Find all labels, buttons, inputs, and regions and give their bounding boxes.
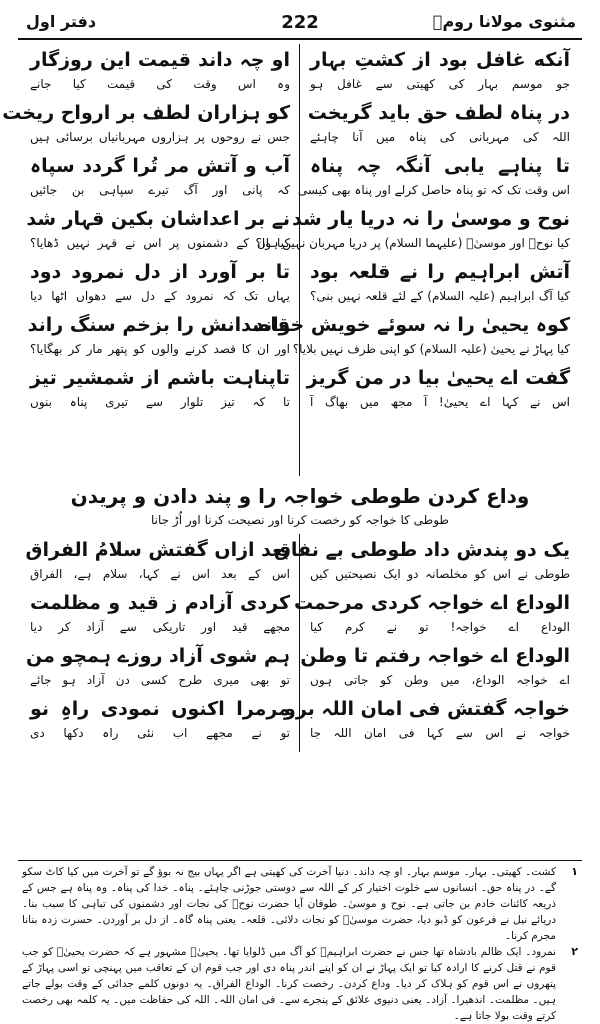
persian-verse: الوداع اے خواجہ کردی مرحمت [293, 592, 570, 614]
page-number: 222 [281, 12, 319, 33]
couplet [20, 589, 580, 642]
second-hemistich [20, 258, 300, 311]
first-hemistich [300, 258, 580, 311]
volume-title: دفتر اول [26, 12, 97, 31]
urdu-translation: اس وقت تک کہ تو پناہ حاصل کرلے اور پناہ بھی کیسی [297, 183, 570, 197]
urdu-translation: جو موسم بہار کی کھیتی سے غافل ہو [310, 77, 570, 91]
couplet [20, 311, 580, 364]
persian-verse: یک دو پندش داد طوطی بے نفاق [273, 539, 570, 561]
persian-verse: تا پناہے یابی آنگہ چہ پناہ [310, 155, 570, 177]
couplet [20, 536, 580, 589]
first-hemistich [300, 364, 580, 417]
first-hemistich [300, 99, 580, 152]
second-hemistich [20, 589, 300, 642]
urdu-translation: جس نے روحوں پر ہزاروں مہربانیاں برسائی ہیں [30, 130, 290, 144]
urdu-translation: تو نے مجھے اب نئی راہ دکھا دی [30, 726, 290, 740]
persian-verse: تا بر آورد از دل نمرود دود [30, 261, 290, 283]
couplet [20, 695, 580, 748]
footnote-text: کشت۔ کھیتی۔ بہار۔ موسم بہار۔ او چہ داند۔ دنیا آخرت کی کھیتی ہے اگر یہاں بیج نہ بوؤ گے تو آخرت میں کیا کاٹ سکو گے۔ در پناہ حق۔ انسانوں سے خلوت اختیار کر کے اللہ سے دوستی جوڑنی چاہئے۔ پناہ۔ خدا کی پناہ۔ وہ پناہ ہے جس کے ذریعہ کائنات خادم بن جاتی ہے۔ نوح و موسیٰ۔ طوفان آیا حضرت نوحؑ کی نجات اور دشمنوں کی تباہی کا سبب بنا۔ دریائے نیل نے فرعون کو ڈبو دیا، حضرت موسیٰؑ کو نجات دلائی۔ قلعہ۔ یعنی پناہ گاہ۔ از دل بر آوردن۔ حسرت زدہ بنانا مجرم کرنا۔ [22, 866, 556, 942]
second-hemistich [20, 642, 300, 695]
persian-verse: گفت اے یحییٰ بیا در من گریز [306, 367, 570, 389]
couplet [2, 99, 580, 152]
urdu-translation: تا کہ تیز تلوار سے تیری پناہ بنوں [30, 395, 290, 409]
persian-verse: در پناہ لطف حق باید گریخت [307, 102, 570, 124]
second-hemistich [20, 536, 300, 589]
persian-verse: خواجہ گفتش فی امان اللہ برو [284, 698, 570, 720]
footnote-rule [18, 860, 582, 861]
first-hemistich [255, 205, 580, 258]
second-hemistich [2, 99, 300, 152]
urdu-translation: کیا پہاڑ نے یحییٰ (علیہ السلام) کو اپنی طرف نہیں بلایا؟ [292, 342, 570, 356]
urdu-translation: اس کے بعد اس نے کہا، سلام ہے، الفراق [30, 567, 290, 581]
first-hemistich [297, 152, 580, 205]
persian-verse: نوح و موسیٰ را نہ دریا یار شد [292, 208, 570, 230]
second-hemistich [20, 695, 300, 748]
first-hemistich [284, 695, 580, 748]
persian-verse: نے بر اعداشان بکین قہار شد [26, 208, 290, 230]
urdu-translation: اس نے کہا اے یحییٰ! آ مجھ میں بھاگ آ [310, 395, 570, 409]
urdu-translation: کیا آگ ابراہیم (علیہ السلام) کے لئے قلعہ نہیں بنی؟ [310, 289, 570, 303]
urdu-translation: خواجہ نے اس سے کہا فی امان اللہ جا [310, 726, 570, 740]
persian-verse: کردی آزادم ز قید و مظلمت [30, 592, 290, 614]
persian-verse: بعد ازاں گفتش سلامُ الفراق [25, 539, 290, 561]
first-hemistich [300, 46, 580, 99]
urdu-translation: طوطی نے اس کو مخلصانہ دو ایک نصیحتیں کیں [310, 567, 570, 581]
first-hemistich [293, 589, 580, 642]
persian-verse: الوداع اے خواجہ رفتم تا وطن [300, 645, 570, 667]
urdu-translation: یہاں تک کہ نمرود کے دل سے دھواں اٹھا دیا [30, 289, 290, 303]
urdu-translation: الوداع اے خواجہ! تو نے کرم کیا [310, 620, 570, 634]
section-subtitle: طوطی کا خواجہ کو رخصت کرنا اور نصیحت کرنا اور اُڑ جانا [151, 513, 449, 527]
footnote-number: ۲ [571, 945, 578, 958]
persian-verse: کو ہزاران لطف بر ارواح ریخت [2, 102, 290, 124]
couplet [20, 364, 580, 417]
urdu-translation: کیا نوحؑ اور موسیٰؑ (علیہما السلام) پر دریا مہربان نہیں ہوا؟ [255, 236, 570, 250]
couplet [20, 152, 580, 205]
persian-verse: آتش ابراہیم را نے قلعہ بود [310, 261, 570, 283]
couplet [20, 205, 580, 258]
first-hemistich [254, 311, 580, 364]
footnote-number: ۱ [571, 865, 578, 878]
section-title: وداع کردن طوطی خواجہ را و پند دادن و پریدن [70, 484, 530, 508]
urdu-translation: اللہ کی مہربانی کی پناہ میں آنا چاہئے [310, 130, 570, 144]
first-hemistich [300, 642, 580, 695]
couplet [20, 642, 580, 695]
header-rule [18, 38, 582, 40]
page-header [18, 8, 582, 38]
persian-verse: ہم شوی آزاد روزے ہمچو من [26, 645, 290, 667]
book-title: مثنوی مولانا رومؒ [432, 12, 576, 31]
couplet [20, 258, 580, 311]
footnote [22, 944, 578, 1024]
persian-verse: تاپناہت باشم از شمشیر تیز [30, 367, 290, 389]
verse-section-lower [20, 536, 580, 748]
second-hemistich [20, 205, 300, 258]
persian-verse: او چہ داند قیمت این روزگار [30, 49, 290, 71]
urdu-translation: کیا ان کے دشمنوں پر اس نے قہر نہیں ڈھایا؟ [30, 236, 290, 250]
footnote [22, 864, 578, 944]
second-hemistich [20, 152, 300, 205]
footnote-text: نمرود۔ ایک ظالم بادشاہ تھا جس نے حضرت ابراہیمؑ کو آگ میں ڈلوایا تھا۔ یحییٰؑ مشہور ہے کہ حضرت یحییٰؑ کو جب قوم نے قتل کرنے کا ارادہ کیا تو ایک پہاڑ نے ان کو اپنے اندر پناہ دی اور جب قوم ان کے تعاقب میں پہنچی تو اسی پہاڑ کے پتھروں نے اس قوم کو ہلاک کر دیا۔ وداع کردن۔ رخصت کرنا۔ الوداع الفراق۔ یہ دونوں کلمے جدائی کے وقت بولے جاتے ہیں۔ مظلمت۔ اندھیرا۔ آزاد۔ یعنی دنیوی علائق کے پنجرے سے۔ فی امان اللہ۔ اللہ کی حفاظت میں۔ یہ کلمہ بھی رخصت کرتے وقت بولا جاتا ہے۔ [22, 946, 556, 1022]
persian-verse: آب و آتش مر تُرا گردد سپاہ [30, 155, 290, 177]
urdu-translation: وہ اس وقت کی قیمت کیا جانے [30, 77, 290, 91]
second-hemistich [20, 364, 300, 417]
section-heading [20, 482, 580, 530]
urdu-translation: تو بھی میری طرح کسی دن آزاد ہو جائے [30, 673, 290, 687]
persian-verse: مرمرا اکنوں نمودی راہِ نو [30, 698, 290, 720]
couplet [20, 46, 580, 99]
second-hemistich [20, 46, 300, 99]
first-hemistich [273, 536, 580, 589]
verse-section-upper [2, 46, 580, 417]
urdu-translation: مجھے قید اور تاریکی سے آزاد کر دیا [30, 620, 290, 634]
urdu-translation: کہ پانی اور آگ تیرے سپاہی بن جائیں [30, 183, 290, 197]
footnotes [22, 864, 578, 1024]
persian-verse: قاصدانش را بزخم سنگ راند [27, 314, 290, 336]
urdu-translation: اور ان کا قصد کرنے والوں کو پتھر مار کر بھگایا؟ [30, 342, 290, 356]
urdu-translation: اے خواجہ الوداع، میں وطن کو جاتی ہوں [310, 673, 570, 687]
persian-verse: آنکه غافل بود از کشتِ بہار [310, 49, 570, 71]
second-hemistich [20, 311, 300, 364]
persian-verse: کوہ یحییٰ را نہ سوئے خویش خواند [254, 314, 570, 336]
